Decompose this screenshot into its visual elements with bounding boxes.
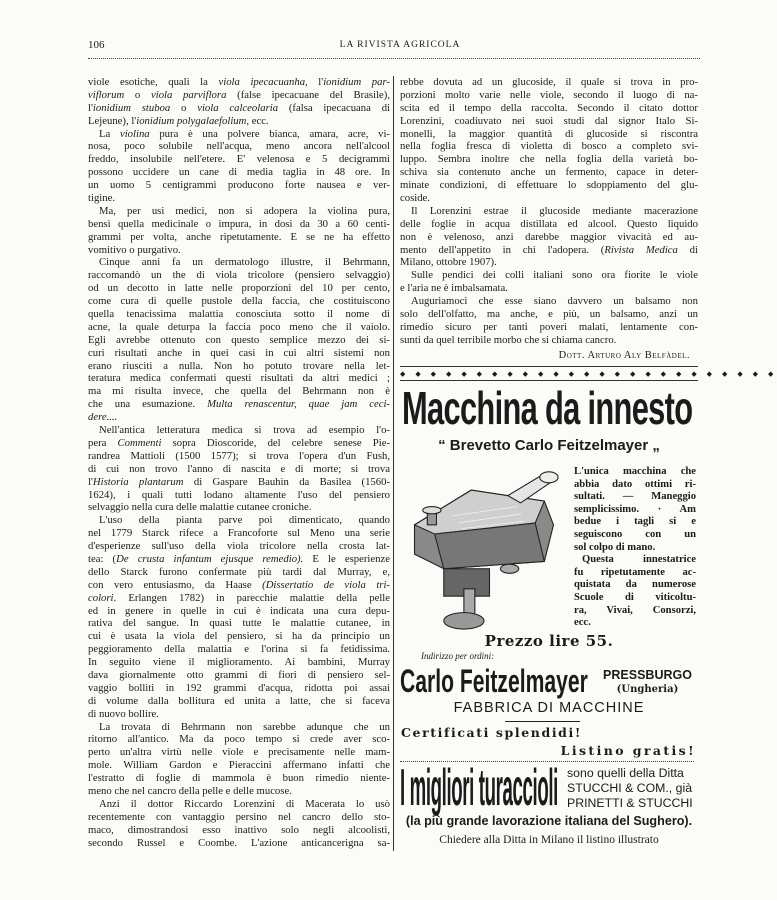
text-line	[400, 192, 698, 205]
text-line	[400, 269, 698, 282]
text-line	[88, 708, 390, 721]
text-line	[400, 166, 698, 179]
ad-description-line: Questa innestatrice	[582, 554, 696, 566]
text-segment: erano riusciti a nulla. Non ho potuto trovare nella let-	[88, 359, 390, 372]
text-segment: dello Starck furono confermate più tardi dal Murray, e,	[88, 565, 390, 578]
text-line	[88, 166, 390, 179]
text-line	[88, 489, 390, 502]
text-line	[88, 308, 390, 321]
author-signature: Dott. Arturo Aly Belfàdel.	[558, 350, 690, 361]
text-line	[400, 76, 698, 89]
text-segment: o	[170, 101, 198, 114]
text-line	[88, 295, 390, 308]
text-line	[88, 450, 390, 463]
text-line	[88, 115, 390, 128]
text-segment: randrea Mattioli (1500 1577); si trova l'opera d'un Fush,	[88, 449, 390, 462]
ad-top-rule	[400, 366, 698, 367]
text-line	[88, 527, 390, 540]
ad-price: Prezzo lire 55.	[484, 632, 614, 650]
corks-ad-company-block	[567, 766, 697, 811]
ad-description-line: semplicissimo. · Am	[574, 503, 696, 515]
text-segment: (falsa ipecacuana di	[278, 101, 391, 114]
text-line	[88, 785, 390, 798]
ad-description-line: Scuole di viticoltu-	[574, 591, 696, 603]
text-segment: Sulle pendici dei colli italiani sono ora fiorite le viole	[411, 269, 698, 282]
corks-ad-line: STUCCHI & COM., già	[567, 781, 693, 795]
text-segment: ritorno all'antico. Ma da poco tempo si crede aver sco-	[88, 733, 390, 746]
text-line	[88, 824, 390, 837]
text-segment: sunti da quel terribile morbo che si chiama cancro.	[400, 333, 617, 346]
text-segment: vomitivo o purgativo.	[88, 243, 181, 256]
text-segment: Ma, per usi medici, non si adopera la violina pura,	[99, 204, 390, 217]
text-line	[88, 282, 390, 295]
text-segment: cui è usata la viola del pensiero, si ha da principio un	[88, 630, 390, 643]
text-line	[400, 128, 698, 141]
text-segment: meno che nel cancro della pelle e delle mucose.	[88, 784, 292, 797]
text-segment: l'estratto di foglie di mammola è buon rimedio niente-	[88, 772, 390, 785]
text-line	[400, 102, 698, 115]
right-article-column	[400, 76, 698, 347]
ad-description-line: ecc.	[574, 617, 591, 629]
text-segment: ma mi risulta invece, che quella del Behrmann non è	[88, 385, 390, 398]
italic-text: viola parviflora	[150, 88, 227, 101]
text-line	[88, 385, 390, 398]
text-segment: , ecc.	[246, 114, 269, 127]
text-segment: di cui non trovo l'anno di nascita e di morte; si trova	[88, 462, 390, 475]
text-line	[88, 76, 390, 89]
text-segment: d'esperienze sull'uso della viola tricolore nella crosta lat-	[88, 540, 390, 553]
text-line	[88, 630, 390, 643]
text-line	[400, 321, 698, 334]
corks-ad-tagline: (la più grande lavorazione italiana del Sughero).	[405, 814, 693, 828]
text-segment: di nuovo bollire.	[88, 707, 159, 720]
text-segment: La trovata di Behrmann non sarebbe adunque che un	[99, 720, 390, 733]
text-segment: acne, la quale deturpa la faccia poco meno che il vaiolo.	[88, 320, 390, 333]
ad-factory-label: FABBRICA DI MACCHINE	[453, 700, 645, 716]
ad-headline: Macchina da innesto	[402, 382, 693, 434]
text-segment: monelli, la maggior quantità di glucoside si riscontra	[400, 127, 698, 140]
text-line	[400, 153, 698, 166]
text-line	[88, 231, 390, 244]
text-line	[88, 682, 390, 695]
text-line	[400, 334, 698, 347]
text-line	[88, 617, 390, 630]
text-line	[88, 205, 390, 218]
text-line	[400, 115, 698, 128]
text-line	[88, 772, 390, 785]
ad-description-line: sol colpo di mano.	[574, 541, 656, 553]
text-segment: luppo. Sembra inoltre che nella foglia della varietà bo-	[400, 153, 698, 166]
italic-text: dere....	[88, 411, 118, 424]
text-segment: tigine.	[88, 192, 116, 205]
text-segment: l'	[307, 76, 324, 88]
ad-company-name: Carlo Feitzelmayer	[400, 663, 588, 699]
italic-text: ionidium polygalaefolium	[136, 114, 247, 127]
italic-text: Commenti	[117, 436, 162, 449]
text-segment: e l'aria ne è imbalsamata.	[400, 282, 508, 295]
text-segment: sopra Dioscoride, del celebre senese Pie-	[161, 436, 390, 449]
text-line	[400, 244, 698, 257]
text-segment: l'	[88, 475, 93, 488]
text-line	[400, 140, 698, 153]
text-segment: nel 1779 Starck rifece a Francoforte sul Meno una serie	[88, 527, 390, 540]
text-line	[400, 218, 698, 231]
text-line	[88, 476, 390, 489]
text-line	[88, 566, 390, 579]
text-segment: porzioni molto varie nelle viole, secondo il luogo di na-	[400, 88, 698, 101]
text-line	[88, 347, 390, 360]
italic-text: Historia plantarum	[92, 475, 184, 488]
text-line	[88, 721, 390, 734]
text-segment: grammi per volta, anche ripetutamente. E se ne ha effetto	[88, 230, 390, 243]
corks-ad-line: PRINETTI & STUCCHI	[567, 796, 693, 810]
italic-text: colori	[88, 591, 114, 604]
text-segment: o	[124, 88, 151, 101]
ad-description-line: fu ripetutamente ac-	[574, 566, 696, 578]
ad-description-line: ra, Vivai, Consorzi,	[574, 604, 696, 616]
text-line	[88, 759, 390, 772]
text-segment: L'uso della pianta parve poi dimenticato, quando	[99, 514, 390, 527]
running-header: LA RIVISTA AGRICOLA	[339, 40, 461, 50]
italic-text: viola calceolaria	[197, 101, 279, 114]
text-line	[88, 811, 390, 824]
text-segment: coside.	[400, 192, 430, 205]
text-line	[400, 89, 698, 102]
text-segment: di Gaspare Bauhin da Basilea (1560-	[183, 475, 391, 488]
column-divider	[393, 76, 394, 851]
text-line	[88, 256, 390, 269]
text-segment: quella tenacissima malattia conosciuta sotto il nome di	[88, 308, 390, 321]
text-line	[88, 360, 390, 373]
text-line	[88, 321, 390, 334]
corks-ad-headline: I migliori turaccioli	[400, 759, 558, 817]
text-segment: raccomandò un the di viola tricolore (pensiero selvaggio)	[88, 269, 390, 282]
text-line	[88, 643, 390, 656]
text-line	[400, 205, 698, 218]
left-article-column	[88, 76, 390, 849]
text-segment: rebbe dovuta ad un glucoside, il quale si trova in pro-	[400, 76, 698, 88]
text-line	[400, 295, 698, 308]
ad-city: PRESSBURGO	[603, 668, 692, 682]
page-number: 106	[88, 39, 105, 51]
text-segment: 1624), i quali tutti lodano altamente l'uso del pensiero	[88, 488, 390, 501]
ad-description-line: L'unica macchina che	[574, 466, 696, 477]
ad-orders-label: Indirizzo per ordini:	[421, 651, 495, 661]
text-segment: l'	[88, 101, 93, 114]
text-segment: teratura medica confermati questi risultati da altri medici ;	[88, 372, 390, 385]
text-segment: Nell'antica letteratura medica si trova ad esempio l'o-	[99, 424, 390, 437]
ad-price-list: Listino gratis!	[560, 743, 696, 758]
text-segment: Milano, ottobre 1907).	[400, 256, 497, 269]
ad-description-line: sultati. — Maneggio	[574, 491, 696, 503]
text-line	[400, 256, 698, 269]
text-line	[88, 656, 390, 669]
text-segment: (false ipecacuane del Brasile),	[226, 88, 391, 101]
text-segment: possono uccidere un cane di media taglia in 48 ore. In	[88, 166, 390, 179]
text-segment: di volume dalla bollitura ed unita a latte, che si faceva	[88, 694, 390, 707]
grafting-machine-illustration	[400, 470, 568, 630]
text-line	[88, 128, 390, 141]
italic-text: Multa renascentur, quae jam ceci-	[207, 398, 390, 411]
text-line	[88, 140, 390, 153]
text-segment: vaggio bolliti in 192 grammi d'acqua, ridotta poi assai	[88, 681, 390, 694]
text-segment: Cinque anni fa un dermatologo illustre, il Behrmann,	[99, 256, 390, 269]
ad-short-rule	[505, 721, 580, 722]
header-dotted-rule	[88, 58, 700, 59]
text-segment: curi risultati anche in quei casi in cui altri sistemi non	[88, 346, 390, 359]
text-segment: come cura di quelle pustole della faccia, che costituiscono	[88, 295, 390, 308]
text-segment: non è velenoso, anzi darebbe maggior vivacità ed au-	[400, 230, 698, 243]
italic-text: viola ipecacuanha,	[218, 76, 308, 88]
text-segment: viole esotiche, quali la	[88, 76, 219, 88]
ad-description-line: quistata da numerose	[574, 579, 696, 591]
text-segment: selvaggio nella cura delle malattie cutanee croniche.	[88, 501, 312, 514]
text-segment: rativa del sangue. In quasi tutte le malattie cutanee, in	[88, 617, 390, 630]
text-segment: Lejeune), l'	[88, 114, 137, 127]
italic-text: violina	[119, 127, 150, 140]
text-segment: secondo Russel e Coombe. L'azione anticancerigna sa-	[88, 836, 390, 849]
text-line	[88, 669, 390, 682]
text-segment: perto un'altra virtù nelle viole e precisamente nelle mam-	[88, 746, 390, 759]
text-line	[88, 218, 390, 231]
text-line	[88, 179, 390, 192]
text-segment: che una esumazione.	[88, 398, 208, 411]
text-segment: tea: (	[88, 552, 117, 565]
ad-ornament-row: ◆ ◆ ◆ ◆ ◆ ◆ ◆ ◆ ◆ ◆ ◆ ◆ ◆ ◆ ◆ ◆ ◆ ◆ ◆ ◆ ◆ ◆ ◆ ◆ ◆	[400, 370, 777, 378]
text-line	[88, 733, 390, 746]
text-segment: recentemente con vantaggio persino nel cancro dello sto-	[88, 810, 390, 823]
ad-description-line: abbia dato ottimi ri-	[574, 478, 696, 490]
text-segment: freddo, insolubile nell'etere. E' velenosa e 5 decigrammi	[88, 153, 390, 166]
text-line	[88, 579, 390, 592]
ad-patent-line: “ Brevetto Carlo Feitzelmayer „	[438, 437, 660, 454]
text-line	[88, 89, 390, 102]
text-line	[400, 179, 698, 192]
italic-text: ionidium par-	[323, 76, 390, 88]
ad-top-rule-lower	[400, 380, 698, 381]
text-segment: Il Lorenzini estrae il glucoside mediante macerazione	[411, 204, 698, 217]
text-segment: Lorenzini, coadiuvato nei suoi studi dal signor Italo Si-	[400, 114, 698, 127]
text-segment: rimedio sicuro per tanti poveri malati, lentamente con-	[400, 320, 698, 333]
text-segment: mento dell'appetito in chi l'adopera. (	[400, 243, 605, 256]
text-line	[400, 308, 698, 321]
italic-text: Rivista Medica	[604, 243, 678, 256]
ad-description	[574, 466, 696, 630]
text-line	[88, 411, 390, 424]
text-segment: nella foglia fresca di violetta di bosco a completo svi-	[400, 140, 698, 153]
text-segment: Auguriamoci che esse siano davvero un balsamo non	[411, 295, 698, 308]
text-segment: E le esperienze	[303, 552, 390, 565]
grafting-machine-drawing	[415, 472, 559, 629]
text-segment: nosa, poco solubile nell'acqua, meno ancora nell'alcool	[88, 140, 390, 153]
text-segment: Anzi il dottor Riccardo Lorenzini di Macerata lo usò	[99, 797, 390, 810]
ad-description-line: bedue i tagli si e	[574, 516, 696, 528]
text-line	[88, 514, 390, 527]
text-line	[88, 746, 390, 759]
text-segment: minate condizioni, di effettuare lo sdoppiamento del glu-	[400, 179, 698, 192]
text-segment: dava giornalmente otto grammi di fiori di pensiero sel-	[88, 668, 390, 681]
ad-description-line: seguiscono con un	[574, 528, 696, 540]
text-line	[88, 695, 390, 708]
text-line	[88, 837, 390, 850]
text-line	[88, 269, 390, 282]
text-segment: solo dell'olfatto, ma anche, e più, un balsamo, anzi un	[400, 308, 698, 321]
text-line	[400, 282, 698, 295]
text-line	[88, 798, 390, 811]
italic-text: De crusta infantum ejusque remedio).	[116, 552, 304, 565]
text-line	[88, 192, 390, 205]
text-segment: maco, dimostrandosi esso inattivo solo negli alcoolisti,	[88, 823, 390, 836]
text-segment: peggioramento della malattia e l'orina si fa fetidissima.	[88, 643, 390, 656]
text-line	[88, 553, 390, 566]
text-segment: un uomo 5 centigrammi producono forte nausea e ver-	[88, 179, 390, 192]
text-line	[88, 398, 390, 411]
text-line	[88, 153, 390, 166]
corks-ad-request: Chiedere alla Ditta in Milano il listino illustrato	[439, 834, 659, 846]
text-segment: di	[677, 243, 698, 256]
text-segment: . Erlangen 1782) in parecchie malattie della pelle	[113, 591, 390, 604]
text-segment: pura è una polvere bianca, amara, acre, vi-	[149, 127, 390, 140]
text-segment: In seguito viene il miglioramento. Ai bambini, Murray	[88, 656, 390, 669]
text-line	[88, 372, 390, 385]
text-segment: od un decotto in latte nelle proporzioni del 10 per cento,	[88, 282, 390, 295]
text-line	[88, 244, 390, 257]
text-line	[88, 463, 390, 476]
italic-text: (Dissertatio de viola tri-	[262, 578, 390, 591]
italic-text: viflorum	[88, 88, 125, 101]
text-line	[88, 334, 390, 347]
text-segment: ed in genere in quelle in cui è indicata una cura depu-	[88, 604, 390, 617]
text-line	[400, 231, 698, 244]
text-line	[88, 605, 390, 618]
text-segment: pera	[88, 436, 118, 449]
text-line	[88, 102, 390, 115]
text-segment: bensì quella medicinale o impura, in dosi da 30 a 60 centi-	[88, 217, 390, 230]
ad-country: (Ungheria)	[616, 684, 679, 695]
text-line	[88, 437, 390, 450]
text-segment: delle foglie in acqua distillata ed alcool. Questo liquido	[400, 217, 698, 230]
text-segment: con vero entusiasmo, da Haase	[88, 578, 263, 591]
text-line	[88, 540, 390, 553]
ad-certificates: Certificati splendidi!	[401, 725, 582, 740]
corks-ad-line: sono quelli della Ditta	[567, 766, 684, 780]
text-segment: schiva sia contenuto anche un fermento, capace in deter-	[400, 166, 698, 179]
text-segment: La	[99, 127, 120, 140]
text-segment: mole. William Gardon e Pieraccini affermano infatti che	[88, 759, 390, 772]
text-line	[88, 501, 390, 514]
text-line	[88, 592, 390, 605]
text-segment: Egli avrebbe ottenuto con questo semplice mezzo dei si-	[88, 333, 390, 346]
text-line	[88, 424, 390, 437]
italic-text: ionidium stuboa	[92, 101, 171, 114]
text-segment: scita ed il tempo della raccolta. Secondo il citato dottor	[400, 101, 698, 114]
